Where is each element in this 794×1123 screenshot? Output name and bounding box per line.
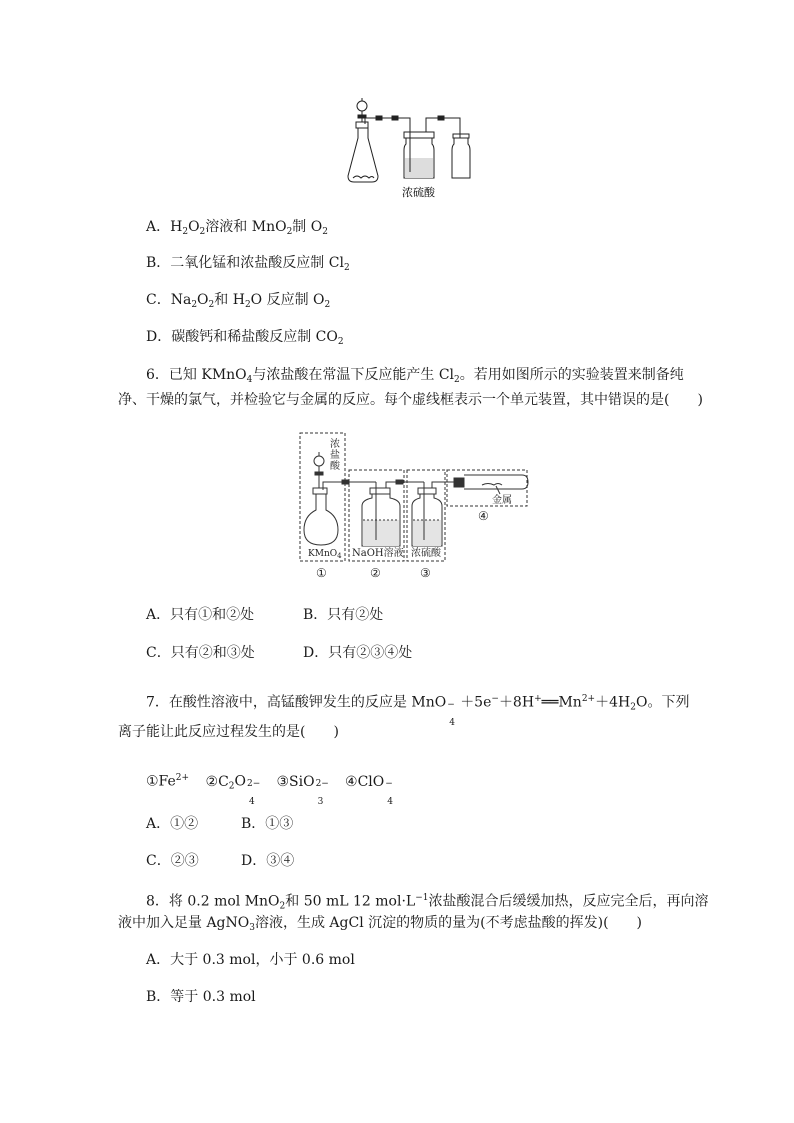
q8-stem-line1: 8．将 0.2 mol MnO$_2$和 50 mL 12 $mol\cdot L^{-1}$浓盐酸混合后缓缓加热，反应完全后，再向溶 — [146, 893, 709, 912]
hcl-label-3: 酸 — [330, 461, 340, 472]
q6-option-d: D．只有②③④处 — [303, 645, 413, 661]
q5-option-b: B．二氧化锰和浓盐酸反应制 $Cl_2$ — [146, 255, 350, 273]
h2so4-label: 浓硫酸 — [411, 548, 441, 559]
q7-stem-line2: 离子能让此反应过程发生的是( ) — [118, 724, 339, 740]
metal-label: 金属 — [492, 495, 512, 506]
q6-option-a: A．只有①和②处 — [146, 607, 255, 623]
q6-stem-line2: 净、干燥的氯气，并检验它与金属的反应。每个虚线框表示一个单元装置，其中错误的是( ) — [118, 392, 703, 408]
q7-option-a: A．①② — [146, 816, 199, 832]
q5-option-a: A．$H_2O_2$溶液和 MnO$_2$制 $O_2$ — [146, 219, 328, 237]
q7-option-c: C．②③ — [146, 853, 199, 869]
hcl-label-1: 浓 — [330, 439, 340, 450]
naoh-label: NaOH溶液 — [352, 548, 404, 559]
q8-stem-line2: 液中加入足量 AgNO$_3$溶液，生成 AgCl 沉淀的物质的量为(不考虑盐酸的挥发)( ) — [118, 915, 642, 933]
q7-stem-line1: 7．在酸性溶液中，高锰酸钾发生的反应是 MnO − 4 $+5e^-+8H^+══Mn^{2+}+4H_2O$。下列 — [146, 694, 690, 728]
q5-option-c: C．$Na_2O_2$和 $H_2O$ 反应制 $O_2$ — [146, 292, 331, 310]
figure1-label: 浓硫酸 — [402, 186, 435, 199]
unit-number-3: ③ — [420, 566, 431, 580]
apparatus-figure-2 — [296, 430, 536, 582]
unit-number-2: ② — [370, 566, 381, 580]
q7-option-b: B．①③ — [241, 816, 294, 832]
apparatus-figure-1 — [340, 92, 490, 200]
q6-stem-line1: 6．已知 KMnO$_4$与浓盐酸在常温下反应能产生 $Cl_2$。若用如图所示的实验装置来制备纯 — [146, 367, 684, 385]
unit-number-1: ① — [316, 566, 327, 580]
q7-option-d: D．③④ — [241, 853, 295, 869]
q8-option-a: A．大于 0.3 mol，小于 0.6 mol — [146, 952, 355, 968]
q6-option-c: C．只有②和③处 — [146, 645, 255, 661]
q6-option-b: B．只有②处 — [303, 607, 384, 623]
unit-number-4: ④ — [478, 509, 489, 523]
kmno4-label: KMnO$_4$ — [308, 549, 342, 560]
q5-option-d: D．碳酸钙和稀盐酸反应制 $CO_2$ — [146, 329, 344, 347]
hcl-label-2: 盐 — [330, 450, 340, 461]
q8-option-b: B．等于 0.3 mol — [146, 989, 256, 1005]
q7-ion-list: $①Fe^{2+}$ $②C_2O$ 2− 4 ③SiO 2− 3 ④ClO − 4 — [146, 773, 393, 807]
